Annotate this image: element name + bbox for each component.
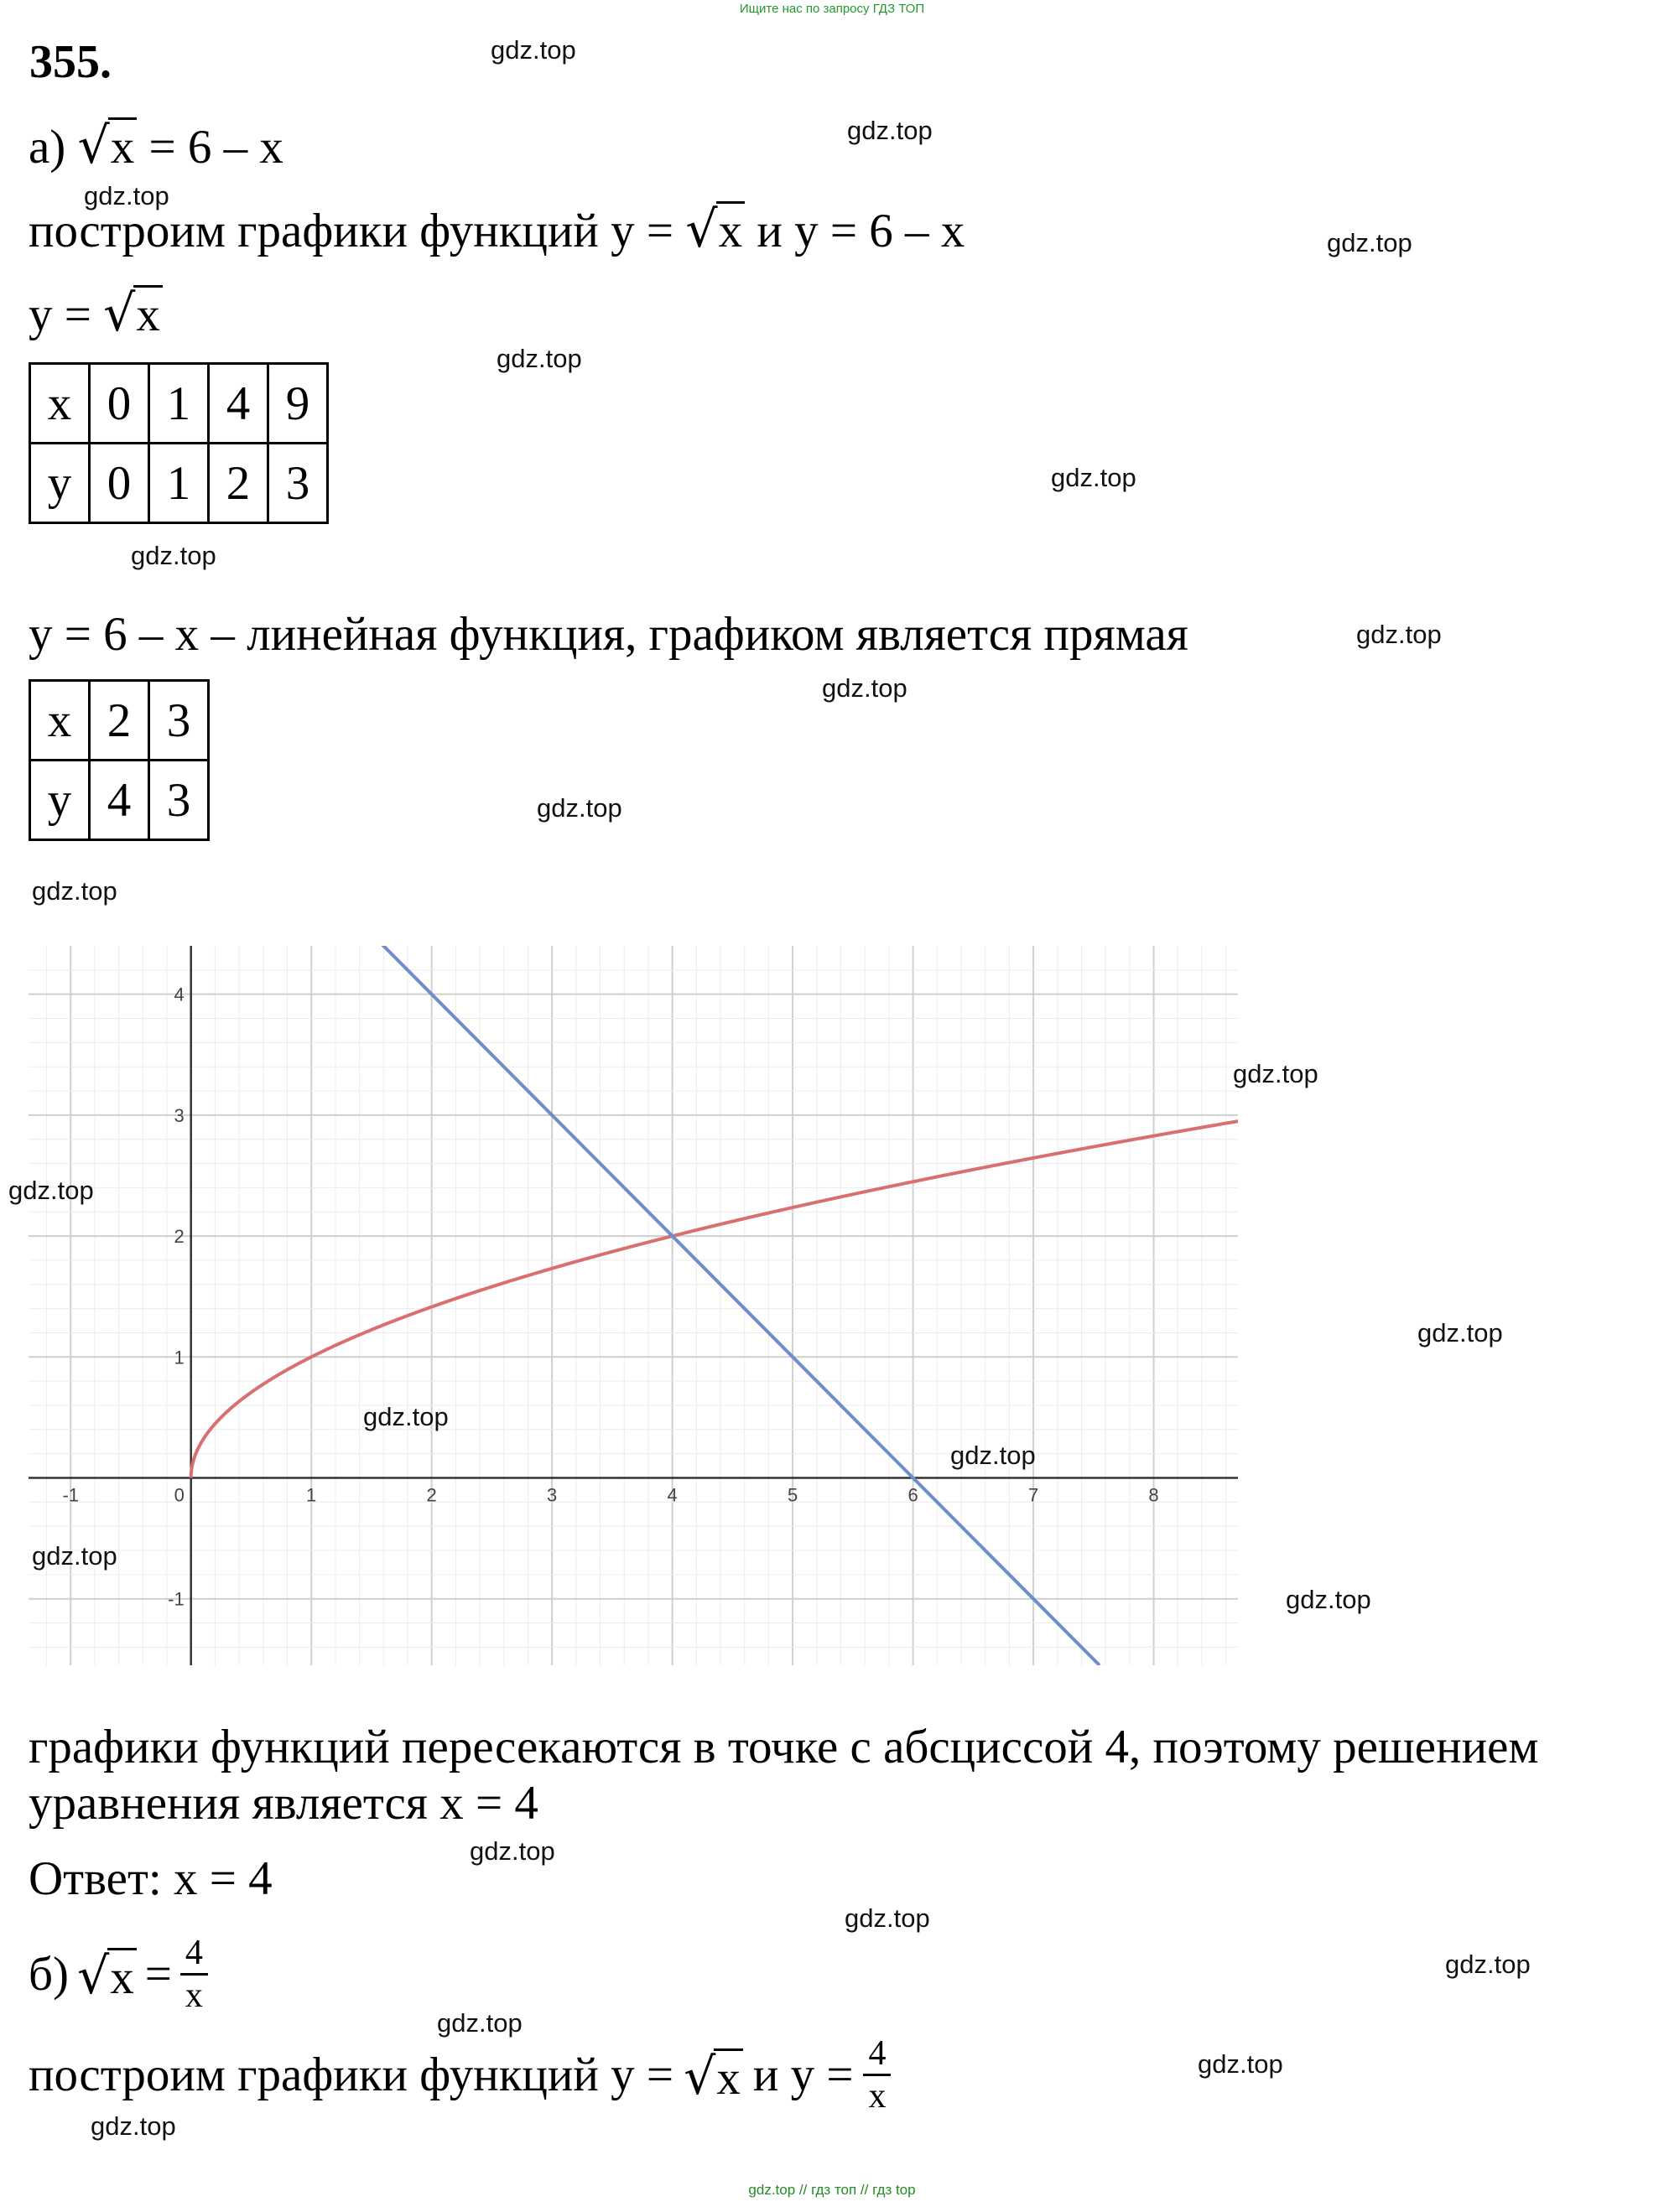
watermark: gdz.top	[847, 116, 933, 145]
equation-b	[29, 1933, 208, 2017]
watermark: gdz.top	[1286, 1585, 1371, 1614]
x-tick-label: 4	[667, 1484, 678, 1506]
sqrt-x: √ x	[103, 285, 163, 339]
problem-number: 355.	[29, 36, 112, 88]
watermark: gdz.top	[32, 876, 117, 906]
value-table-linear	[29, 679, 210, 841]
watermark: gdz.top	[363, 1402, 449, 1431]
build-prefix: построим графики функций y =	[29, 205, 674, 257]
watermark: gdz.top	[491, 35, 576, 65]
value-table-sqrt	[29, 362, 329, 524]
watermark: gdz.top	[470, 1836, 555, 1866]
watermark: gdz.top	[1445, 1950, 1531, 1979]
bottom-banner: gdz.top // гдз топ // гдз top	[748, 2182, 916, 2198]
table-cell: 3	[149, 761, 209, 840]
x-tick-label: 7	[1027, 1484, 1039, 1506]
watermark: gdz.top	[1356, 620, 1442, 649]
watermark: gdz.top	[32, 1541, 117, 1571]
x-tick-label: 3	[547, 1484, 558, 1506]
watermark: gdz.top	[131, 541, 216, 570]
table-header: x	[30, 364, 90, 444]
func-sqrt-label	[29, 284, 163, 343]
x-tick-label: 5	[787, 1484, 798, 1506]
build-prefix: построим графики функций y =	[29, 2048, 674, 2102]
watermark: gdz.top	[84, 181, 169, 210]
x-tick-label: 8	[1148, 1484, 1159, 1506]
watermark: gdz.top	[8, 1176, 94, 1205]
watermark: gdz.top	[822, 673, 907, 703]
table-row-x	[30, 681, 209, 761]
x-tick-label: -1	[62, 1484, 80, 1506]
x-tick-label: 6	[907, 1484, 918, 1506]
conclusion-line-1: графики функций пересекаются в точке с абсциссой 4, поэтому решением	[29, 1721, 1539, 1773]
build-mid: и y =	[752, 2048, 854, 2102]
watermark: gdz.top	[1051, 463, 1136, 492]
table-cell: 4	[209, 364, 268, 444]
watermark: gdz.top	[91, 2111, 176, 2141]
sqrt-x: √ x	[684, 2048, 743, 2102]
sqrt-x: √ x	[78, 117, 138, 171]
y-tick-label: 3	[174, 1104, 185, 1126]
table-cell: 0	[90, 444, 149, 523]
sqrt-x: √ x	[685, 201, 745, 255]
top-banner: Ищите нас по запросу ГДЗ ТОП	[739, 2, 925, 16]
conclusion-line-2: уравнения является x = 4	[29, 1777, 538, 1830]
func-label: y =	[29, 288, 91, 341]
y-tick-label: -1	[168, 1588, 185, 1610]
x-tick-label: 2	[426, 1484, 437, 1506]
watermark: gdz.top	[437, 2008, 523, 2038]
table-row-y	[30, 444, 328, 523]
table-row-y	[30, 761, 209, 840]
watermark: gdz.top	[1417, 1318, 1503, 1347]
table-cell: 9	[268, 364, 328, 444]
equals-sign: =	[144, 1948, 172, 2002]
table-cell: 3	[268, 444, 328, 523]
watermark: gdz.top	[950, 1441, 1036, 1470]
table-header: y	[30, 444, 90, 523]
function-graph	[29, 946, 1238, 1665]
watermark: gdz.top	[537, 793, 622, 823]
table-row-x	[30, 364, 328, 444]
y-tick-label: 4	[174, 984, 185, 1005]
table-cell: 2	[90, 681, 149, 761]
linear-function-text: y = 6 – x – линейная функция, графиком является прямая	[29, 608, 1188, 661]
answer-a: Ответ: x = 4	[29, 1852, 273, 1905]
equation-a-rhs: = 6 – x	[148, 121, 283, 174]
table-cell: 1	[149, 364, 209, 444]
build-graphs-b	[29, 2033, 891, 2117]
equation-a	[29, 117, 283, 175]
watermark: gdz.top	[845, 1903, 930, 1933]
watermark: gdz.top	[1327, 228, 1412, 257]
sqrt-x: √ x	[77, 1948, 137, 2002]
table-cell: 4	[90, 761, 149, 840]
x-tick-label: 0	[174, 1484, 185, 1506]
table-cell: 2	[209, 444, 268, 523]
fraction-4-over-x: $\frac{4}{x}$	[863, 2033, 891, 2117]
table-cell: 1	[149, 444, 209, 523]
table-cell: 3	[149, 681, 209, 761]
table-cell: 0	[90, 364, 149, 444]
table-header: y	[30, 761, 90, 840]
plot-background	[29, 946, 1238, 1665]
watermark: gdz.top	[1233, 1059, 1318, 1088]
part-b-label: б)	[29, 1948, 69, 2002]
watermark: gdz.top	[497, 344, 582, 373]
part-a-label: а)	[29, 121, 66, 174]
build-mid: и y = 6 – x	[757, 205, 965, 257]
table-header: x	[30, 681, 90, 761]
x-tick-label: 1	[306, 1484, 317, 1506]
y-tick-label: 2	[174, 1226, 185, 1248]
watermark: gdz.top	[1198, 2049, 1283, 2079]
fraction-4-over-x: $\frac{4}{x}$	[180, 1933, 208, 2017]
y-tick-label: 1	[174, 1347, 185, 1368]
